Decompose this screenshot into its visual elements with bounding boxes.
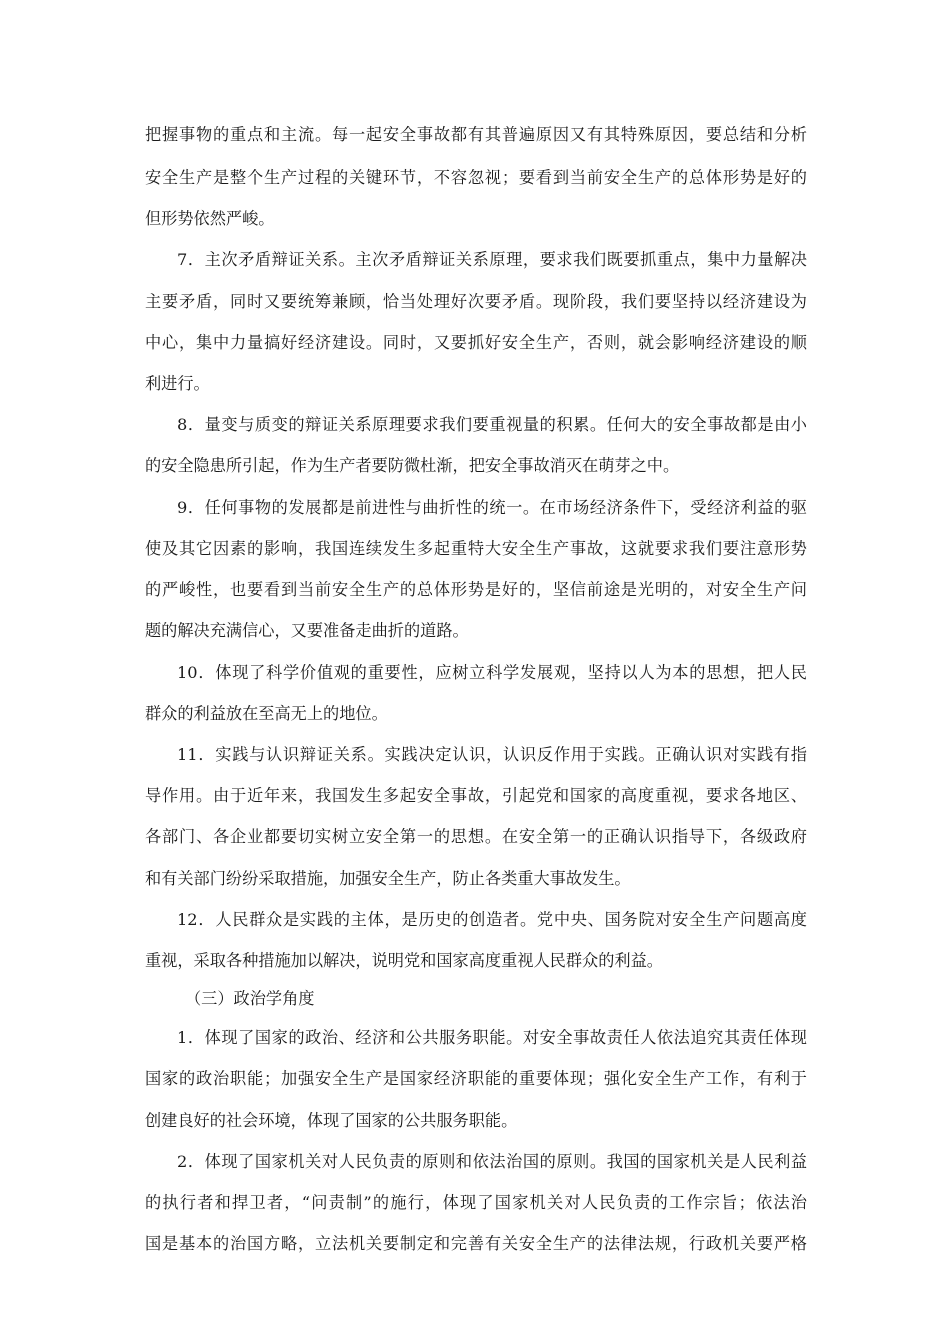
- paragraph-line: 10．体现了科学价值观的重要性，应树立科学发展观，坚持以人为本的思想，把人民: [177, 663, 807, 682]
- paragraph-line: 国是基本的治国方略，立法机关要制定和完善有关安全生产的法律法规，行政机关要严格: [145, 1234, 807, 1253]
- paragraph-line: 题的解决充满信心，又要准备走曲折的道路。: [145, 621, 469, 640]
- paragraph-line: 8．量变与质变的辩证关系原理要求我们要重视量的积累。任何大的安全事故都是由小: [177, 415, 807, 434]
- paragraph-line: 创建良好的社会环境，体现了国家的公共服务职能。: [145, 1111, 518, 1130]
- paragraph-line: 安全生产是整个生产过程的关键环节，不容忽视；要看到当前安全生产的总体形势是好的: [145, 168, 807, 187]
- paragraph-line: 2．体现了国家机关对人民负责的原则和依法治国的原则。我国的国家机关是人民利益: [177, 1152, 807, 1171]
- paragraph-line: 各部门、各企业都要切实树立安全第一的思想。在安全第一的正确认识指导下，各级政府: [145, 827, 807, 846]
- paragraph-line: 7．主次矛盾辩证关系。主次矛盾辩证关系原理，要求我们既要抓重点，集中力量解决: [177, 250, 807, 269]
- paragraph-line: 主要矛盾，同时又要统筹兼顾，恰当处理好次要矛盾。现阶段，我们要坚持以经济建设为: [145, 292, 807, 311]
- paragraph-line: 使及其它因素的影响，我国连续发生多起重特大安全生产事故，这就要求我们要注意形势: [145, 539, 807, 558]
- paragraph-line: 利进行。: [145, 374, 210, 393]
- paragraph-line: 重视，采取各种措施加以解决，说明党和国家高度重视人民群众的利益。: [145, 951, 663, 970]
- paragraph-line: 的严峻性，也要看到当前安全生产的总体形势是好的，坚信前途是光明的，对安全生产问: [145, 580, 807, 599]
- paragraph-line: 把握事物的重点和主流。每一起安全事故都有其普遍原因又有其特殊原因，要总结和分析: [145, 125, 807, 144]
- paragraph-line: 群众的利益放在至高无上的地位。: [145, 704, 388, 723]
- section-heading: （三）政治学角度: [185, 989, 315, 1008]
- paragraph-line: 中心，集中力量搞好经济建设。同时，又要抓好安全生产，否则，就会影响经济建设的顺: [145, 333, 807, 352]
- paragraph-line: 1．体现了国家的政治、经济和公共服务职能。对安全事故责任人依法追究其责任体现: [177, 1028, 807, 1047]
- paragraph-line: 和有关部门纷纷采取措施，加强安全生产，防止各类重大事故发生。: [145, 869, 631, 888]
- paragraph-line: 的执行者和捍卫者，“问责制”的施行，体现了国家机关对人民负责的工作宗旨；依法治: [145, 1193, 807, 1212]
- paragraph-line: 的安全隐患所引起，作为生产者要防微杜渐，把安全事故消灭在萌芽之中。: [145, 456, 680, 475]
- paragraph-line: 导作用。由于近年来，我国发生多起安全事故，引起党和国家的高度重视，要求各地区、: [145, 786, 807, 805]
- paragraph-line: 但形势依然严峻。: [145, 209, 275, 228]
- paragraph-line: 12．人民群众是实践的主体，是历史的创造者。党中央、国务院对安全生产问题高度: [177, 910, 807, 929]
- paragraph-line: 11．实践与认识辩证关系。实践决定认识，认识反作用于实践。正确认识对实践有指: [177, 745, 807, 764]
- paragraph-line: 9．任何事物的发展都是前进性与曲折性的统一。在市场经济条件下，受经济利益的驱: [177, 498, 807, 517]
- paragraph-line: 国家的政治职能；加强安全生产是国家经济职能的重要体现；强化安全生产工作，有利于: [145, 1069, 807, 1088]
